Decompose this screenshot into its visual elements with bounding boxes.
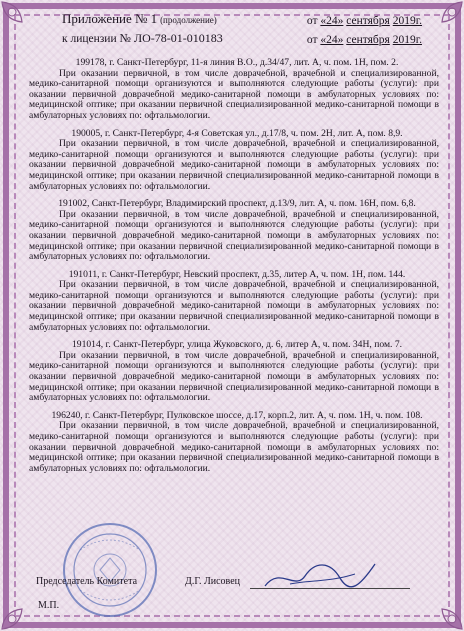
official-seal-icon [60,520,160,620]
entry-address: 191014, г. Санкт-Петербург, улица Жуковского, д. 6, литер А, ч. пом. 34Н, пом. 7. [71,339,403,351]
entries-list [29,58,439,481]
entry-text: При оказании первичной, в том числе доврачебной, врачебной и специализированной, медико-санитарной помощи организуются и выполняются следующие работы (услуги): при оказании первичной доврачебной медико-санитарной помощи в амбулаторных условиях по: медицинской оптике; при оказании первичной специализированной медико-санитарной помощи в амбулаторных условиях по: офтальмологии. [29,349,439,404]
header-row-title [62,8,422,27]
entry-address: 199178, г. Санкт-Петербург, 11-я линия В.О., д.34/47, лит. А, ч. пом. 1Н, пом. 2. [75,57,399,68]
license-prefix: к лицензии [62,33,117,45]
date-line-2: от «24» сентября 2019г. [306,34,422,46]
appendix-title: Приложение № 1 [62,11,158,26]
signer-name: Д.Г. Лисовец [185,576,240,587]
chair-title: Председатель Комитета [36,576,138,587]
entry-text: При оказании первичной, в том числе доврачебной, врачебной и специализированной, медико-санитарной помощи организуются и выполняются следующие работы (услуги): при оказании первичной доврачебной медико-санитарной помощи в амбулаторных условиях по: медицинской оптике; при оказании первичной специализированной медико-санитарной помощи в амбулаторных условиях по: офтальмологии. [29,67,439,121]
entry-address: 196240, г. Санкт-Петербург, Пулковское шоссе, д.17, корп.2, лит. А, ч. пом. 1Н, ч. пом. 108. [51,409,423,421]
entry-text: При оказании первичной, в том числе доврачебной, врачебной и специализированной, медико-санитарной помощи организуются и выполняются следующие работы (услуги): при оказании первичной доврачебной медико-санитарной помощи в амбулаторных условиях по: медицинской оптике; при оказании первичной специализированной медико-санитарной помощи в амбулаторных условиях по: офтальмологии. [29,420,439,474]
entry-text: При оказании первичной, в том числе доврачебной, врачебной и специализированной, медико-санитарной помощи организуются и выполняются следующие работы (услуги): при оказании первичной доврачебной медико-санитарной помощи в амбулаторных условиях по: медицинской оптике; при оказании первичной специализированной медико-санитарной помощи в амбулаторных условиях по: офтальмологии. [29,138,439,192]
entry-text: При оказании первичной, в том числе доврачебной, врачебной и специализированной, медико-санитарной помощи организуются и выполняются следующие работы (услуги): при оказании первичной доврачебной медико-санитарной помощи в амбулаторных условиях по: медицинской оптике; при оказании первичной специализированной медико-санитарной помощи в амбулаторных условиях по: офтальмологии. [29,279,439,333]
document-footer [0,560,464,631]
list-item [29,270,439,334]
corner-ornament-icon [424,0,464,40]
handwritten-signature-icon [260,556,380,596]
list-item [29,129,439,193]
header-row-license [62,27,422,46]
entry-address: 190005, г. Санкт-Петербург, 4-я Советская ул., д.17/8, ч. пом. 2Н, лит. А, пом. 8,9. [71,127,403,139]
entry-address: 191011, г. Санкт-Петербург, Невский проспект, д.35, литер А, ч. пом. 1Н, пом. 144. [68,268,406,280]
list-item [29,340,439,404]
appendix-title-note: (продолжение) [160,15,217,25]
corner-ornament-icon [0,0,40,40]
list-item [29,58,439,122]
document-header [62,8,422,46]
entry-text: При оказании первичной, в том числе доврачебной, врачебной и специализированной, медико-санитарной помощи организуются и выполняются следующие работы (услуги): при оказании первичной доврачебной медико-санитарной помощи в амбулаторных условиях по: медицинской оптике; при оказании первичной специализированной медико-санитарной помощи в амбулаторных условиях по: офтальмологии. [29,208,439,263]
list-item [29,411,439,475]
list-item [29,199,439,263]
license-number: № ЛО-78-01-010183 [119,31,223,45]
stamp-place-label: М.П. [38,600,60,611]
date-line-1: от «24» сентября 2019г. [306,15,422,27]
entry-address: 191002, Санкт-Петербург, Владимирский проспект, д.13/9, лит. А, ч. пом. 16Н, пом. 6,8. [58,198,416,210]
